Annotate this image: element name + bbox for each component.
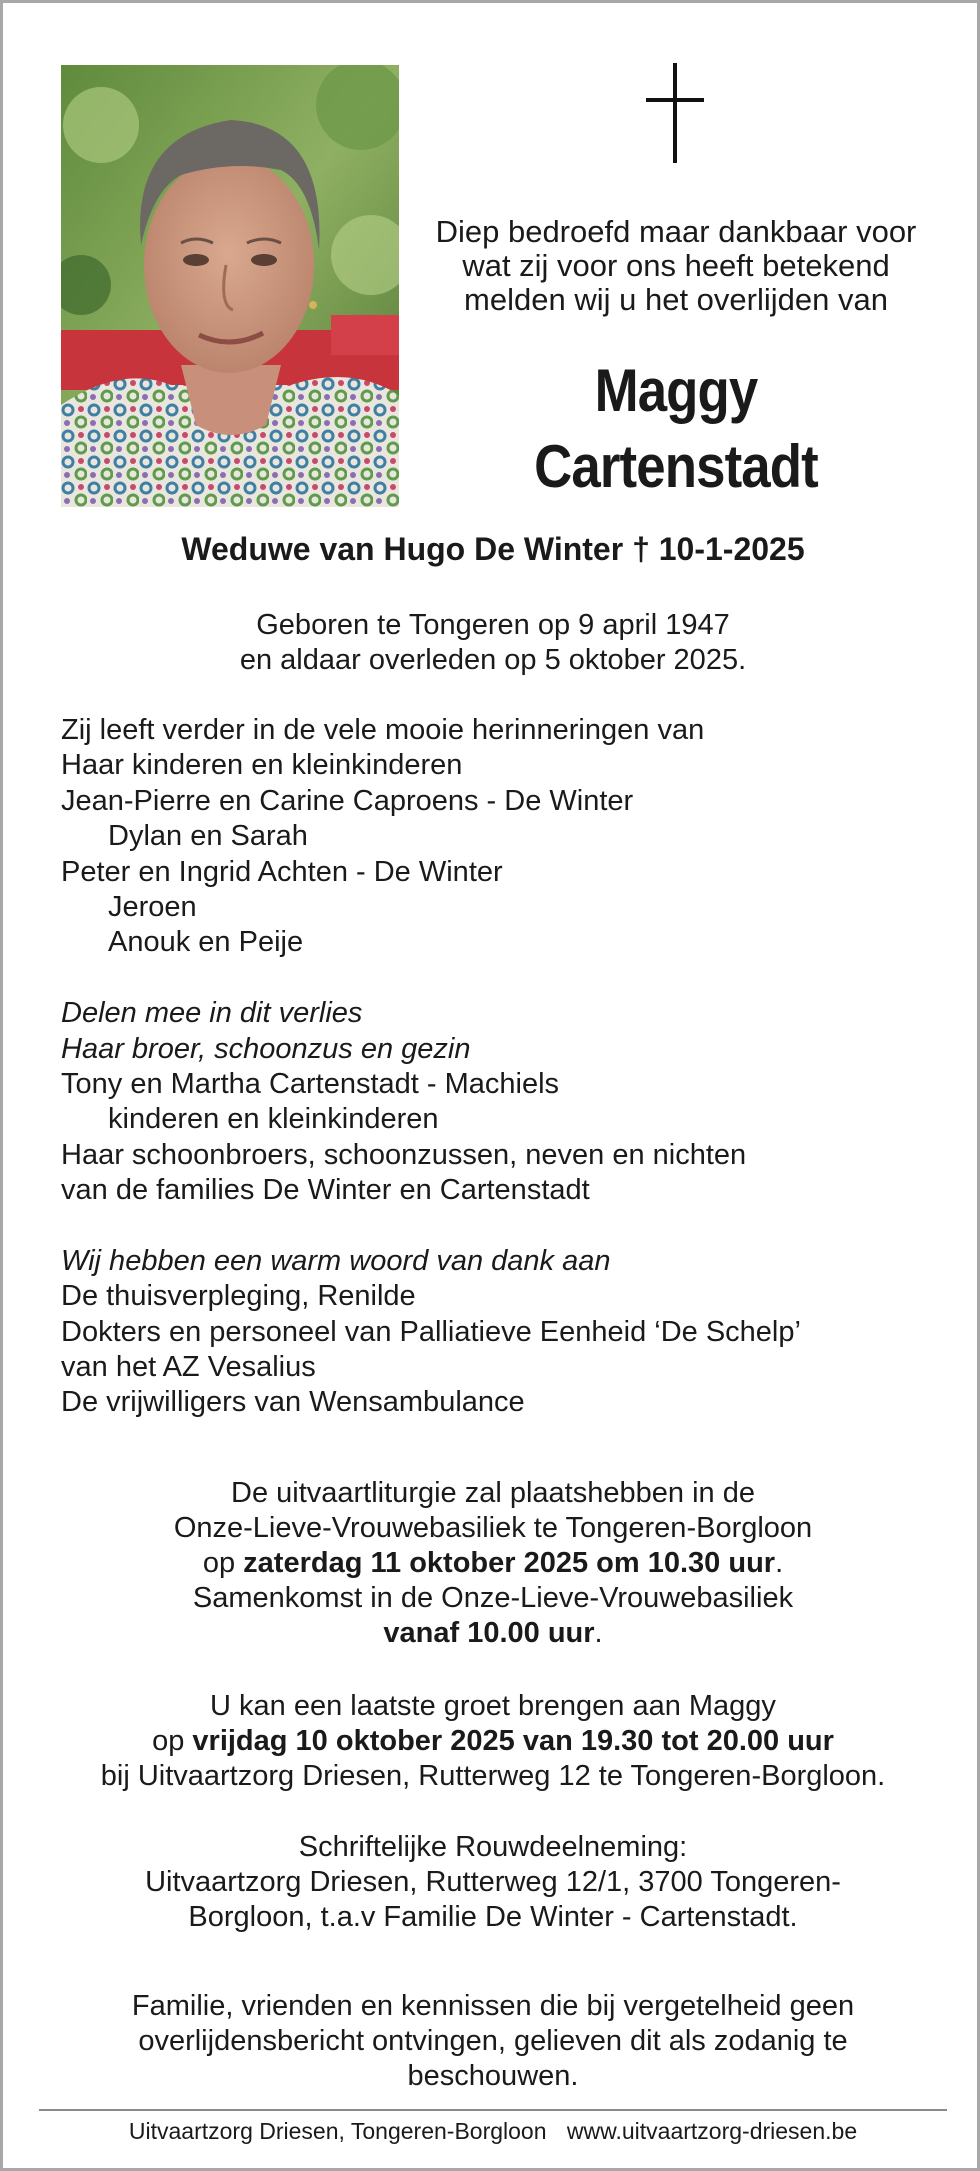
funeral-date-prefix: op <box>202 1547 244 1579</box>
notice-text <box>3 1989 980 2094</box>
intro-line: melden wij u het overlijden van <box>464 282 888 317</box>
condolence-info <box>3 1830 980 1935</box>
gathering-time: vanaf 10.00 uur <box>383 1617 595 1649</box>
family-line: Anouk en Peije <box>108 926 304 959</box>
funeral-line: Onze-Lieve-Vrouwebasiliek te Tongeren-Borgloon <box>173 1512 813 1544</box>
funeral-line: De uitvaartliturgie zal plaatshebben in de <box>231 1477 755 1509</box>
funeral-date-suffix: . <box>775 1547 784 1579</box>
farewell-line: U kan een laatste groet brengen aan Maggy <box>210 1690 776 1722</box>
deceased-name <box>443 353 909 505</box>
share-loss-line: kinderen en kleinkinderen <box>108 1103 439 1136</box>
condolence-line: Borgloon, t.a.v Familie De Winter - Cartenstadt. <box>188 1901 798 1933</box>
notice-line: beschouwen. <box>407 2060 579 2092</box>
birth-death-info <box>3 608 980 678</box>
born-line: Geboren te Tongeren op 9 april 1947 <box>256 609 730 641</box>
share-loss-line: Haar broer, schoonzus en gezin <box>61 1032 471 1065</box>
funeral-info <box>3 1476 980 1651</box>
family-line: Jean-Pierre en Carine Caproens - De Winter <box>61 784 634 817</box>
farewell-date-line <box>3 1724 980 1759</box>
gathering-time-line <box>3 1616 980 1651</box>
farewell-line: bij Uitvaartzorg Driesen, Rutterweg 12 te Tongeren-Borgloon. <box>100 1760 886 1792</box>
share-loss-heading: Delen mee in dit verlies <box>61 997 363 1030</box>
thanks-line: van het AZ Vesalius <box>61 1351 316 1384</box>
farewell-info <box>3 1689 980 1794</box>
thanks-heading: Wij hebben een warm woord van dank aan <box>61 1244 611 1277</box>
thanks-line: De vrijwilligers van Wensambulance <box>61 1386 525 1419</box>
gathering-time-suffix: . <box>594 1617 603 1649</box>
family-section <box>61 713 941 1421</box>
born-line: en aldaar overleden op 5 oktober 2025. <box>239 644 747 676</box>
share-loss-line: Haar schoonbroers, schoonzussen, neven en nichten <box>61 1138 747 1171</box>
funeral-date: zaterdag 11 oktober 2025 om 10.30 uur <box>243 1547 776 1579</box>
footer <box>3 2115 980 2147</box>
share-loss-line: Tony en Martha Cartenstadt - Machiels <box>61 1067 560 1100</box>
notice-line: Familie, vrienden en kennissen die bij vergetelheid geen <box>131 1990 855 2022</box>
footer-website-link[interactable]: www.uitvaartzorg-driesen.be <box>566 2118 858 2144</box>
share-loss-line: van de families De Winter en Cartenstadt <box>61 1174 590 1207</box>
funeral-line: Samenkomst in de Onze-Lieve-Vrouwebasiliek <box>192 1582 794 1614</box>
family-line: Peter en Ingrid Achten - De Winter <box>61 855 503 888</box>
footer-divider <box>39 2109 947 2111</box>
portrait-photo <box>61 65 399 507</box>
funeral-date-line <box>3 1546 980 1581</box>
condolence-line: Uitvaartzorg Driesen, Rutterweg 12/1, 3700 Tongeren- <box>145 1866 841 1898</box>
thanks-line: De thuisverpleging, Renilde <box>61 1280 416 1313</box>
farewell-date-prefix: op <box>152 1725 193 1757</box>
intro-line: wat zij voor ons heeft betekend <box>462 248 890 283</box>
notice-line: overlijdensbericht ontvingen, gelieven dit als zodanig te <box>138 2025 848 2057</box>
condolence-line: Schriftelijke Rouwdeelneming: <box>298 1831 688 1863</box>
family-line: Haar kinderen en kleinkinderen <box>61 749 463 782</box>
intro-text <box>411 215 941 317</box>
widow-line: Weduwe van Hugo De Winter † 10-1-2025 <box>181 531 805 567</box>
last-name: Cartenstadt <box>534 433 818 500</box>
farewell-date: vrijdag 10 oktober 2025 van 19.30 tot 20.00 uur <box>192 1725 834 1757</box>
family-line: Dylan en Sarah <box>108 820 308 853</box>
first-name: Maggy <box>594 357 758 424</box>
footer-company: Uitvaartzorg Driesen, Tongeren-Borgloon <box>128 2118 547 2144</box>
family-line: Zij leeft verder in de vele mooie herinneringen van <box>61 714 705 746</box>
family-line: Jeroen <box>108 890 197 923</box>
cross-icon <box>646 63 704 163</box>
intro-line: Diep bedroefd maar dankbaar voor <box>435 214 917 249</box>
thanks-line: Dokters en personeel van Palliatieve Eenheid ‘De Schelp’ <box>61 1315 801 1348</box>
